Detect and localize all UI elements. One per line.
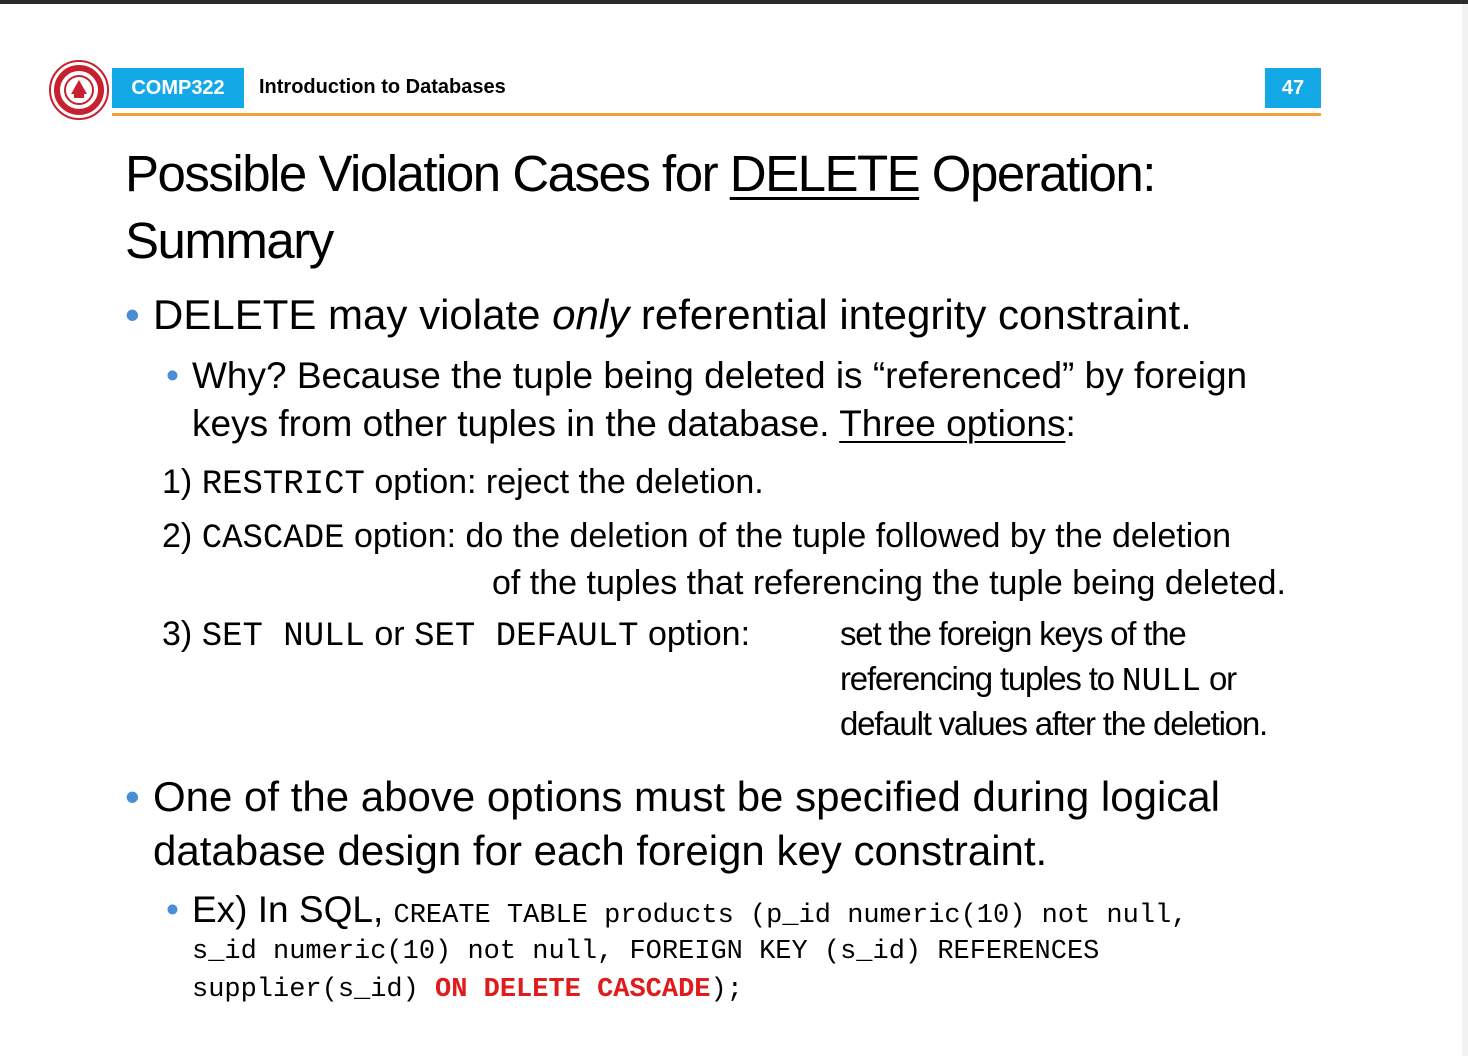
sql-code-line-2: s_id numeric(10) not null, FOREIGN KEY (s_id) REFERENCES — [192, 937, 1100, 967]
option-3-text-line-3: default values after the deletion. — [840, 705, 1268, 742]
option-2-continuation: of the tuples that referencing the tuple being deleted. — [492, 564, 1286, 602]
course-title: Introduction to Databases — [259, 76, 506, 98]
university-seal-icon — [48, 60, 110, 120]
code-set-default: SET DEFAULT — [414, 618, 639, 656]
bullet-1-text: DELETE may violate only referential integrity constraint. — [153, 291, 1192, 338]
emphasis-only: only — [552, 291, 630, 338]
three-options-text: Three options — [839, 403, 1066, 444]
sub-bullet-1-line-2: keys from other tuples in the database. Three options: — [192, 403, 1076, 444]
header-divider — [112, 113, 1321, 116]
title-emphasis: DELETE — [729, 145, 920, 202]
bullet-marker-1: • — [125, 291, 140, 338]
option-1: 1) RESTRICT option: reject the deletion. — [162, 463, 764, 504]
option-3-text-line-2: referencing tuples to NULL or — [840, 660, 1236, 700]
bullet-2-line-2: database design for each foreign key constraint. — [153, 827, 1048, 874]
page-number-badge: 47 — [1265, 68, 1321, 108]
sql-on-delete-cascade: ON DELETE CASCADE — [435, 975, 711, 1005]
sql-code-line-3: supplier(s_id) ON DELETE CASCADE); — [192, 975, 743, 1005]
sql-example-prefix: Ex) In SQL, — [192, 889, 394, 930]
title-text-after: Operation: — [919, 145, 1155, 202]
sub-bullet-marker-1: • — [166, 355, 179, 396]
title-text-before: Possible Violation Cases for — [125, 145, 730, 202]
option-2: 2) CASCADE option: do the deletion of the tuple followed by the deletion — [162, 517, 1232, 558]
sub-bullet-marker-2: • — [166, 889, 179, 930]
course-code-badge: COMP322 — [112, 68, 244, 108]
sub-bullet-1-line-1: Why? Because the tuple being deleted is “referenced” by foreign — [192, 355, 1248, 396]
slide-title — [125, 140, 1385, 274]
code-cascade: CASCADE — [201, 520, 345, 558]
code-set-null: SET NULL — [201, 618, 365, 656]
code-restrict: RESTRICT — [201, 466, 365, 504]
sql-code-line-1: CREATE TABLE products (p_id numeric(10) not null, — [393, 901, 1188, 931]
option-3-text-line-1: set the foreign keys of the — [840, 615, 1186, 652]
bullet-marker-2: • — [125, 773, 140, 820]
bullet-2-line-1: One of the above options must be specified during logical — [153, 773, 1221, 820]
code-null: NULL — [1121, 663, 1202, 700]
top-border — [0, 0, 1468, 4]
option-3: 3) SET NULL or SET DEFAULT option: — [162, 615, 751, 656]
right-edge — [1462, 4, 1468, 1056]
title-line-2: Summary — [125, 212, 333, 269]
